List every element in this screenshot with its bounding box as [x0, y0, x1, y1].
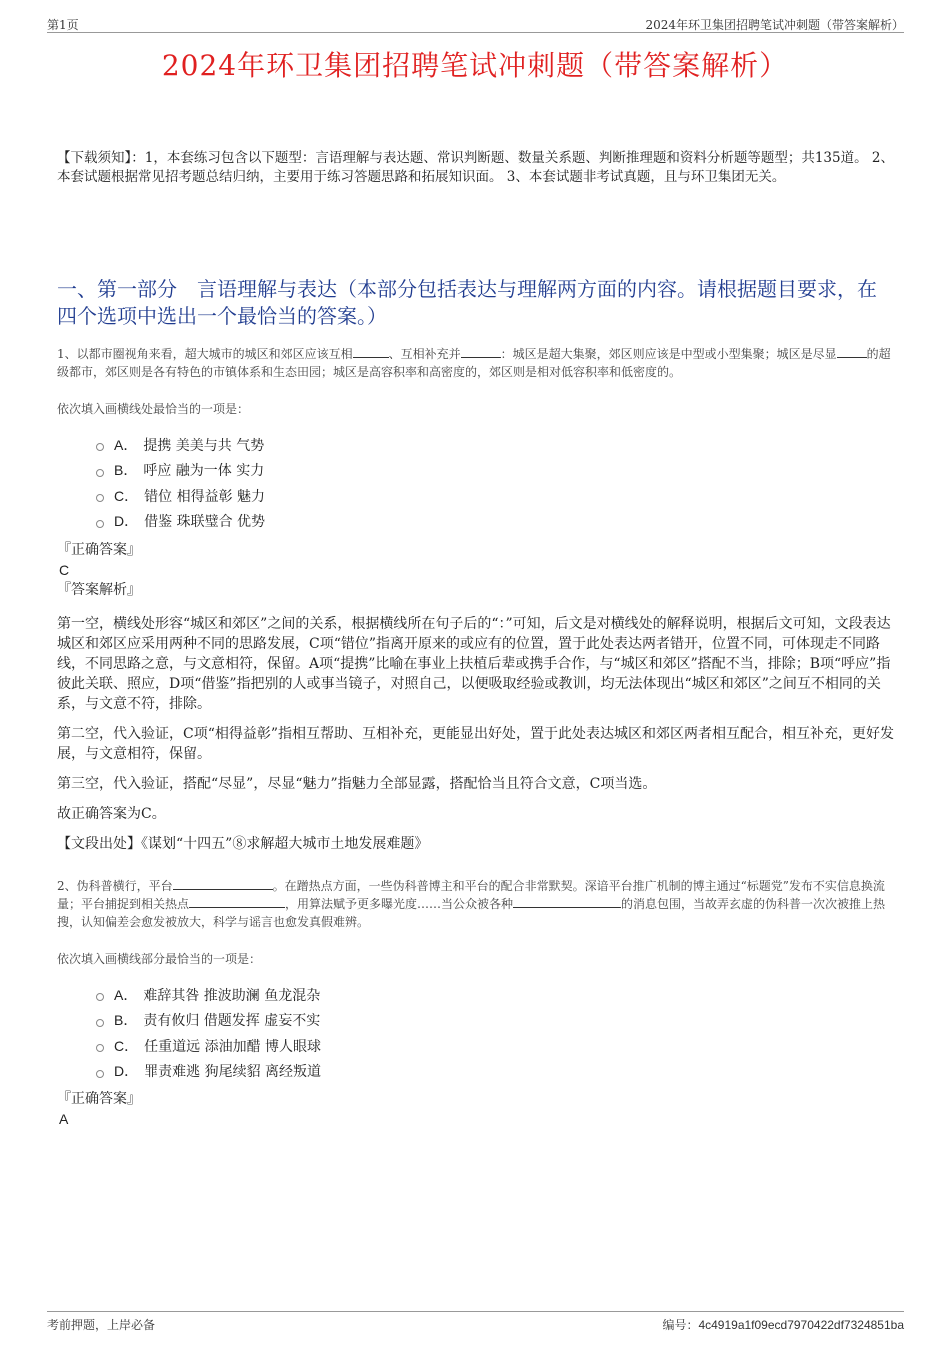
question-2-answer-block	[57, 1089, 900, 1129]
option-b[interactable]: B． 呼应 融为一体 实力	[96, 458, 265, 484]
option-c[interactable]: C． 错位 相得益彰 魅力	[96, 483, 265, 509]
radio-icon[interactable]	[96, 1044, 104, 1052]
correct-answer-value: A	[59, 1111, 69, 1127]
blank-3	[837, 346, 867, 358]
option-b[interactable]: B． 责有攸归 借题发挥 虚妄不实	[96, 1008, 321, 1034]
analysis-label: 『答案解析』	[57, 582, 141, 598]
question-2-text: 2、伪科普横行，平台 。在蹭热点方面，一些伪科普博主和平台的配合非常默契。深谙平台推广机制的博主通过“标题党”发布不实信息换流量；平台捕捉到相关热点 ，用算法赋予更多曝光度……当公众被各种 的消息包围，当故弄玄虚的伪科普一次次被推上热搜，认知偏差会愈发被放大，科学与谣言也愈发真假难辨。	[57, 879, 886, 929]
option-d[interactable]: D． 借鉴 珠联璧合 优势	[96, 509, 265, 535]
analysis-source: 【文段出处】《谋划“十四五”⑧求解超大城市土地发展难题》	[57, 836, 429, 852]
radio-icon[interactable]	[96, 1070, 104, 1078]
radio-icon[interactable]	[96, 1019, 104, 1027]
blank-1	[353, 346, 389, 358]
document-title: 2024年环卫集团招聘笔试冲刺题（带答案解析）	[161, 49, 789, 82]
analysis-paragraph: 故正确答案为C。	[57, 806, 166, 822]
blank-3	[513, 896, 621, 908]
correct-answer-label: 『正确答案』	[57, 1091, 141, 1107]
blank-1	[173, 878, 273, 890]
question-2-prompt: 依次填入画横线部分最恰当的一项是：	[57, 952, 262, 966]
radio-icon[interactable]	[96, 520, 104, 528]
blank-2	[461, 346, 501, 358]
analysis-paragraph: 第一空，横线处形容“城区和郊区”之间的关系，根据横线所在句子后的“：”可知，后文是对横线处的解释说明，根据后文可知，文段表达城区和郊区应采用两种不同的思路发展，C项“错位”指离开原来的或应有的位置，置于此处表达两者错开，位置不同，可体现走不同路线，不同思路之意，与文意相符，保留。A项“提携”比喻在事业上扶植后辈或携手合作，与“城区和郊区”搭配不当，排除；B项“呼应”指彼此关联、照应，D项“借鉴”指把别的人或事当镜子，对照自己，以便吸取经验或教训，均无法体现出“城区和郊区”之间互不相同的关系，与文意不符，排除。	[57, 616, 891, 712]
radio-icon[interactable]	[96, 443, 104, 451]
question-1-answer-block	[57, 540, 900, 600]
option-c[interactable]: C． 任重道远 添油加醋 博人眼球	[96, 1033, 321, 1059]
question-1-analysis	[57, 614, 900, 864]
correct-answer-value: C	[59, 562, 70, 578]
footer-slogan: 考前押题，上岸必备	[47, 1318, 156, 1332]
option-a[interactable]: A． 提携 美美与共 气势	[96, 432, 265, 458]
footer-code: 编号：4c4919a1f09ecd7970422df7324851ba	[662, 1318, 904, 1332]
question-1-text: 1、以都市圈视角来看，超大城市的城区和郊区应该互相 、互相补充并 ：城区是超大集聚，郊区则应该是中型或小型集聚；城区是尽显 的超级都市，郊区则是各有特色的市镇体系和生态田园；城区是高容积率和高密度的，郊区则是相对低容积率和低密度的。	[57, 347, 891, 379]
question-1-options	[96, 432, 265, 534]
option-d[interactable]: D． 罪责难逃 狗尾续貂 离经叛道	[96, 1059, 321, 1085]
header-doc-title: 2024年环卫集团招聘笔试冲刺题（带答案解析）	[645, 18, 904, 32]
page-number: 第1页	[47, 18, 79, 32]
analysis-paragraph: 第三空，代入验证，搭配“尽显”，尽显“魅力”指魅力全部显露，搭配恰当且符合文意，C项当选。	[57, 776, 657, 792]
option-a[interactable]: A． 难辞其咎 推波助澜 鱼龙混杂	[96, 982, 321, 1008]
question-1-prompt: 依次填入画横线处最恰当的一项是：	[57, 402, 250, 416]
radio-icon[interactable]	[96, 993, 104, 1001]
blank-2	[189, 896, 285, 908]
page-footer	[47, 1311, 904, 1332]
page-header	[47, 14, 904, 33]
download-notice: 【下载须知】：1，本套练习包含以下题型：言语理解与表达题、常识判断题、数量关系题、判断推理题和资料分析题等题型；共135道。 2、本套试题根据常见招考题总结归纳，主要用于练习答题思路和拓展知识面。 3、本套试题非考试真题，且与环卫集团无关。	[57, 150, 894, 185]
radio-icon[interactable]	[96, 494, 104, 502]
section-title: 一、第一部分 言语理解与表达（本部分包括表达与理解两方面的内容。请根据题目要求，在四个选项中选出一个最恰当的答案。）	[57, 277, 877, 328]
analysis-paragraph: 第二空，代入验证，C项“相得益彰”指相互帮助、互相补充，更能显出好处，置于此处表达城区和郊区两者相互配合，相互补充，更好发展，与文意相符，保留。	[57, 726, 895, 762]
radio-icon[interactable]	[96, 469, 104, 477]
correct-answer-label: 『正确答案』	[57, 542, 141, 558]
question-2-options	[96, 982, 321, 1084]
